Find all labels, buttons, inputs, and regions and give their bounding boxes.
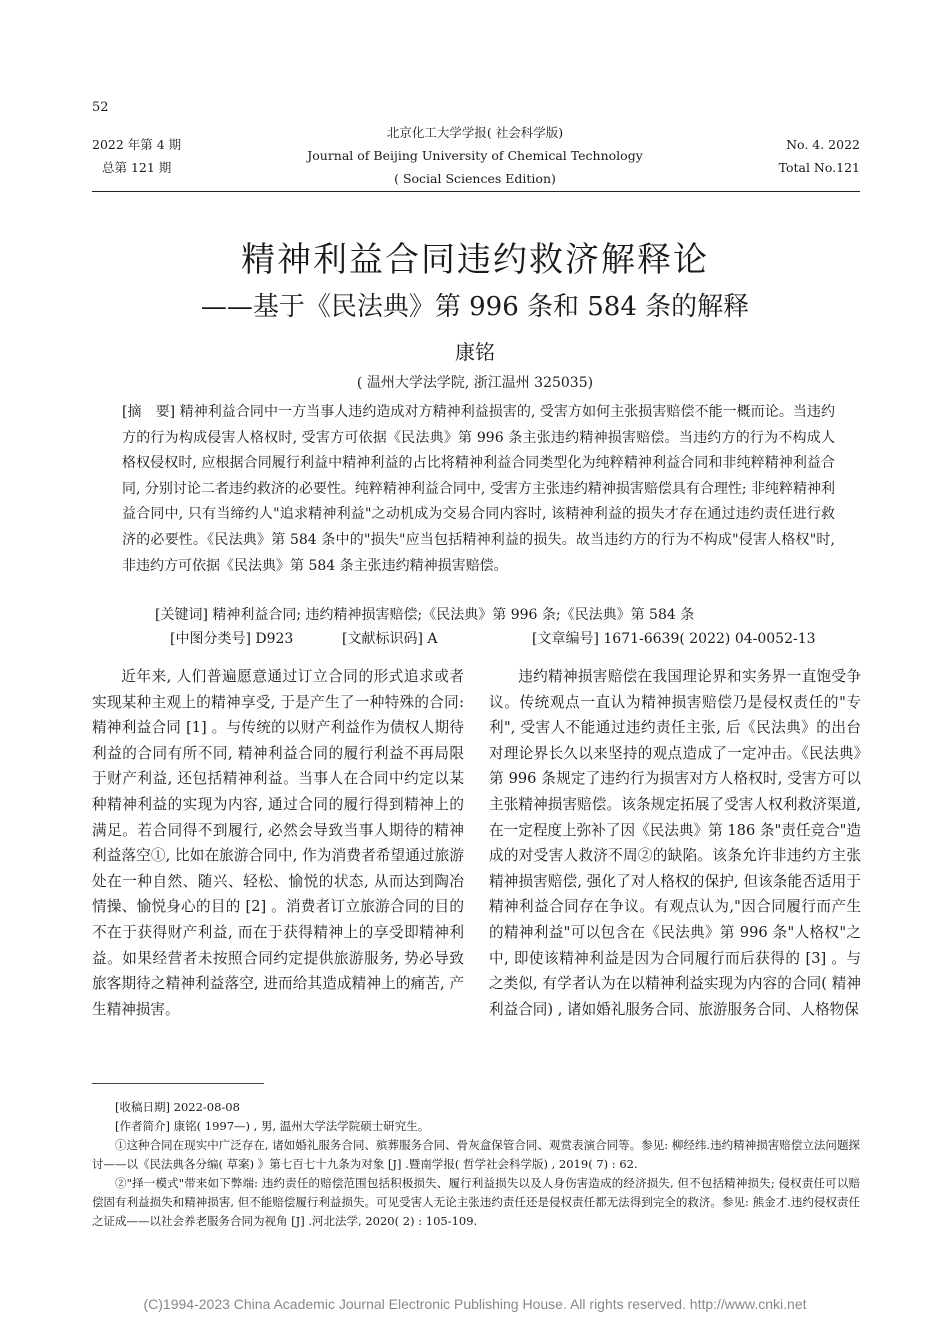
received-date: [收稿日期] 2022-08-08 — [115, 1100, 240, 1114]
body-left-column — [92, 664, 464, 1022]
footnotes — [92, 1098, 860, 1231]
total-issue-en: Total No.121 — [778, 160, 860, 175]
issue-number: 2022 年第 4 期 — [92, 137, 182, 152]
body-right-column — [489, 664, 861, 1022]
article-number: [文章编号] 1671-6639( 2022) 04-0052-13 — [532, 631, 816, 647]
author-bio: [作者简介] 康铭( 1997—) , 男, 温州大学法学院硕士研究生。 — [115, 1119, 430, 1133]
journal-header — [300, 121, 650, 190]
article-title: 精神利益合同违约救济解释论 — [241, 240, 709, 280]
copyright-footer: (C)1994-2023 China Academic Journal Electronic Publishing House. All rights reserved. http://www.cnki.net — [143, 1296, 807, 1312]
clc-number: [中图分类号] D923 — [170, 631, 294, 647]
footnote-1: ①这种合同在现实中广泛存在, 诸如婚礼服务合同、殡葬服务合同、骨灰盒保管合同、观赏表演合同等。参见: 柳经纬.违约精神损害赔偿立法问题探讨——以《民法典各分编( 草案) 》第七百七十九条为对象 [J] .暨南学报( 哲学社会科学版) , 2019( 7) : 62. — [92, 1138, 860, 1171]
footnote-2: ②"择一模式"带来如下弊端: 违约责任的赔偿范围包括积极损失、履行利益损失以及人身伤害造成的经济损失, 但不包括精神损失; 侵权责任可以赔偿固有利益损失和精神损害, 但不能赔偿履行利益损失。可见受害人无论主张违约责任还是侵权责任都无法得到完全的救济。参见: 熊金才.违约侵权责任之证成——以社会养老服务合同为视角 [J] .河北法学, 2020( 2) : 105-109. — [92, 1176, 860, 1228]
header-right — [779, 133, 860, 179]
header-left — [92, 133, 181, 179]
paragraph: 近年来, 人们普遍愿意通过订立合同的形式追求或者实现某种主观上的精神享受, 于是产生了一种特殊的合同: 精神利益合同 [1] 。与传统的以财产利益作为债权人期待利益的合同有所不同, 精神利益合同的履行利益不再局限于财产利益, 还包括精神利益。当事人在合同中约定以某种精神利益的实现为内容, 通过合同的履行得到精神上的满足。若合同得不到履行, 必然会导致当事人期待的精神利益落空①, 比如在旅游合同中, 作为消费者希望通过旅游处在一种自然、随兴、轻松、愉悦的状态, 从而达到陶冶情操、愉悦身心的目的 [2] 。消费者订立旅游合同的目的不在于获得财产利益, 而在于获得精神上的享受即精神利益。如果经营者未按照合同约定提供旅游服务, 势必导致旅客期待之精神利益落空, 进而给其造成精神上的痛苦, 产生精神损害。 — [92, 668, 464, 1018]
author-affiliation: ( 温州大学法学院, 浙江温州 325035) — [356, 375, 594, 391]
journal-edition: ( Social Sciences Edition) — [394, 171, 556, 186]
paragraph: 违约精神损害赔偿在我国理论界和实务界一直饱受争议。传统观点一直认为精神损害赔偿乃是侵权责任的"专利", 受害人不能通过违约责任主张, 后《民法典》的出台对理论界长久以来坚持的观点造成了一定冲击。《民法典》第 996 条规定了违约行为损害对方人格权时, 受害方可以主张精神损害赔偿。该条规定拓展了受害人权利救济渠道, 在一定程度上弥补了因《民法典》第 186 条"责任竞合"造成的对受害人救济不周②的缺陷。该条允许非违约方主张精神损害赔偿, 强化了对人格权的保护, 但该条能否适用于精神利益合同存在争议。有观点认为,"因合同履行而产生的精神利益"可以包含在《民法典》第 996 条"人格权"之中, 即使该精神利益是因为合同履行而后获得的 [3] 。与之类似, 有学者认为在以精神利益实现为内容的合同( 精神利益合同) , 诸如婚礼服务合同、旅游服务合同、人格物保 — [489, 668, 861, 1018]
header-rule — [92, 191, 860, 192]
keywords: [关键词] 精神利益合同; 违约精神损害赔偿;《民法典》第 996 条;《民法典》第 584 条 — [155, 607, 695, 623]
abstract: [摘 要] 精神利益合同中一方当事人违约造成对方精神利益损害的, 受害方如何主张损害赔偿不能一概而论。当违约方的行为构成侵害人格权时, 受害方可依据《民法典》第 996 条主张违约精神损害赔偿。当违约方的行为不构成人格权侵权时, 应根据合同履行利益中精神利益的占比将精神利益合同类型化为纯粹精神利益合同和非纯粹精神利益合同, 分别讨论二者违约救济的必要性。纯粹精神利益合同中, 受害方主张违约精神损害赔偿具有合理性; 非纯粹精神利益合同中, 只有当缔约人"追求精神利益"之动机成为交易合同内容时, 该精神利益的损失才存在通过违约责任进行救济的必要性。《民法典》第 584 条中的"损失"应当包括精神利益的损失。故当违约方的行为不构成"侵害人格权"时, 非违约方可依据《民法典》第 584 条主张违约精神损害赔偿。 — [122, 404, 835, 574]
total-issue: 总第 121 期 — [102, 160, 172, 175]
footnote-rule — [92, 1083, 264, 1084]
page-number: 52 — [92, 100, 109, 115]
article-subtitle: ——基于《民法典》第 996 条和 584 条的解释 — [200, 292, 750, 322]
document-code: [文献标识码] A — [342, 631, 438, 647]
author-name: 康铭 — [455, 340, 495, 364]
issue-number-en: No. 4. 2022 — [786, 137, 860, 152]
journal-name-cn: 北京化工大学学报( 社会科学版) — [386, 125, 564, 140]
journal-name-en: Journal of Beijing University of Chemical Technology — [307, 148, 643, 163]
